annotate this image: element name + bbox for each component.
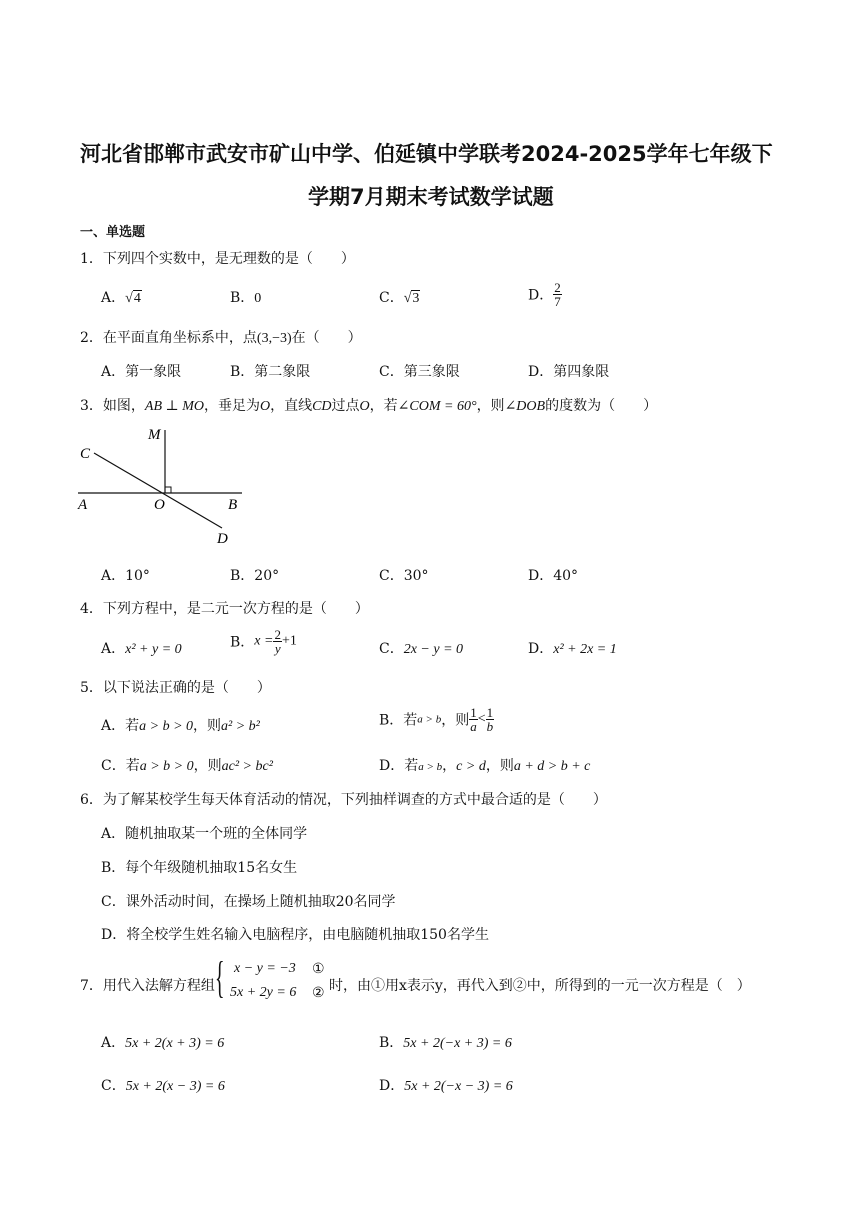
q6-option-d: D．将全校学生姓名输入电脑程序，由电脑随机抽取150名学生 xyxy=(101,927,489,943)
q1-option-a-label: A． xyxy=(101,290,126,306)
question-1-stem: 1．下列四个实数中，是无理数的是（ ） xyxy=(80,251,355,267)
q4-option-b xyxy=(230,628,297,655)
q3-angle-dob: ∠DOB xyxy=(504,399,546,414)
q3-option-c: C．30° xyxy=(379,568,429,584)
question-2-stem xyxy=(80,327,362,347)
question-3-stem xyxy=(80,395,657,415)
label-b: B xyxy=(228,497,238,513)
q3-stem-mid3: 过点 xyxy=(331,398,360,414)
q1-option-a xyxy=(101,287,142,307)
q7-option-c xyxy=(101,1075,225,1095)
q5-option-d-prefix: D．若 xyxy=(379,758,419,774)
q4-option-c xyxy=(379,638,463,658)
q5-fraction-b-numerator: 1 xyxy=(486,705,494,720)
q1-option-c-sqrt: √3 xyxy=(403,291,420,306)
q7-equation-1: x − y = −3 xyxy=(234,961,296,976)
q4-option-a-equation: x² + y = 0 xyxy=(125,642,182,657)
q5-option-a-then: ，则 xyxy=(193,718,222,734)
q5-option-a-condition: a > b > 0 xyxy=(139,719,194,734)
q1-option-b-label: B． xyxy=(230,290,255,306)
q2-stem-pre: 2．在平面直角坐标系中，点 xyxy=(80,330,257,346)
q7-option-a-label: A． xyxy=(101,1035,126,1051)
q7-system-brace: { xyxy=(215,953,225,1002)
q1-option-a-radicand: 4 xyxy=(133,291,141,306)
q3-option-a: A．10° xyxy=(101,568,150,584)
q1-option-c xyxy=(379,287,420,307)
q7-option-c-label: C． xyxy=(101,1078,126,1094)
label-o: O xyxy=(154,497,165,513)
q1-option-d-label: D． xyxy=(528,287,554,304)
q5-option-b-prefix: B．若 xyxy=(379,712,418,729)
q2-option-d: D．第四象限 xyxy=(528,364,610,380)
q1-option-c-label: C． xyxy=(379,290,404,306)
question-4-stem: 4．下列方程中，是二元一次方程的是（ ） xyxy=(80,601,369,617)
q3-stem-post: 的度数为（ ） xyxy=(545,398,658,414)
q2-option-a: A．第一象限 xyxy=(101,364,182,380)
q5-option-d xyxy=(379,755,590,775)
q1-option-b xyxy=(230,287,261,307)
q2-point: (3,−3) xyxy=(256,331,292,346)
q3-stem-mid2: ，直线 xyxy=(270,398,313,414)
q7-option-a xyxy=(101,1032,224,1052)
q5-option-c xyxy=(101,755,273,775)
q7-option-b-label: B． xyxy=(379,1035,404,1051)
q4-option-b-rhs: +1 xyxy=(281,633,297,649)
q5-option-d-then: ，则 xyxy=(485,758,514,774)
q7-option-b-equation: 5x + 2(−x + 3) = 6 xyxy=(403,1036,512,1051)
q7-option-d-equation: 5x + 2(−x − 3) = 6 xyxy=(404,1079,513,1094)
q3-stem-mid4: ，若 xyxy=(369,398,398,414)
q7-option-d xyxy=(379,1075,513,1095)
label-c: C xyxy=(80,446,91,462)
q4-option-c-equation: 2x − y = 0 xyxy=(403,642,464,657)
document-title-line2: 学期7月期末考试数学试题 xyxy=(308,185,554,209)
q7-equation-2: 5x + 2y = 6 xyxy=(230,985,297,1000)
question-5-stem: 5．以下说法正确的是（ ） xyxy=(80,680,271,696)
q5-option-a xyxy=(101,715,260,735)
q3-perpendicular: AB ⊥ MO xyxy=(144,399,204,414)
q5-fraction-b-denominator: b xyxy=(486,719,494,734)
document-title-line1: 河北省邯郸市武安市矿山中学、伯延镇中学联考2024-2025学年七年级下 xyxy=(80,142,773,166)
q5-option-a-prefix: A．若 xyxy=(101,718,140,734)
q3-angle-com: ∠COM = 60° xyxy=(397,399,477,414)
q5-option-d-separator: ， xyxy=(442,758,457,774)
q1-option-d-denominator: 7 xyxy=(554,294,561,309)
q7-marker-1: ① xyxy=(312,962,325,977)
q5-option-b-less-than: < xyxy=(477,711,486,727)
q4-option-b-lhs: x = xyxy=(254,633,274,649)
q7-option-b xyxy=(379,1032,512,1052)
q4-option-d xyxy=(528,638,617,658)
q4-option-d-equation: x² + 2x = 1 xyxy=(553,642,617,657)
q2-option-c: C．第三象限 xyxy=(379,364,460,380)
q3-point-o-2: O xyxy=(359,399,370,414)
question-7-stem-pre: 7．用代入法解方程组 xyxy=(80,978,215,994)
q1-option-d-numerator: 2 xyxy=(554,280,561,295)
q4-option-b-fraction xyxy=(273,628,282,655)
q5-option-b xyxy=(379,706,494,733)
q5-option-b-fraction-b xyxy=(486,706,495,733)
q1-option-a-sqrt: √4 xyxy=(125,291,141,306)
q7-marker-2: ② xyxy=(312,986,325,1001)
q7-option-c-equation: 5x + 2(x − 3) = 6 xyxy=(125,1079,225,1094)
q4-option-a xyxy=(101,638,182,658)
q4-option-c-label: C． xyxy=(379,641,404,657)
q4-option-b-label: B． xyxy=(230,634,255,651)
q2-option-b: B．第二象限 xyxy=(230,364,311,380)
question-7-stem-post: 时，由①用x表示y，再代入到②中，所得到的一元一次方程是（ ） xyxy=(329,978,751,994)
q5-option-c-then: ，则 xyxy=(193,758,222,774)
q5-fraction-a-denominator: a xyxy=(470,719,477,734)
q1-option-b-value: 0 xyxy=(254,291,262,306)
q7-option-d-label: D． xyxy=(379,1078,405,1094)
q6-option-b: B．每个年级随机抽取15名女生 xyxy=(101,860,298,876)
line-cd xyxy=(94,453,222,528)
label-d: D xyxy=(217,531,228,547)
q4-option-b-denominator: y xyxy=(274,641,281,656)
right-angle-mark xyxy=(165,487,171,493)
q3-line-cd: CD xyxy=(312,399,332,414)
q3-option-d: D．40° xyxy=(528,568,579,584)
q5-fraction-a-numerator: 1 xyxy=(470,705,477,720)
q5-option-a-result: a² > b² xyxy=(221,719,260,734)
q3-stem-mid1: ，垂足为 xyxy=(203,398,260,414)
q1-option-c-radicand: 3 xyxy=(412,291,420,306)
q5-option-d-condition1: a > b xyxy=(418,761,443,773)
q5-option-b-fraction-a xyxy=(469,706,478,733)
q3-option-b: B．20° xyxy=(230,568,280,584)
q4-option-a-label: A． xyxy=(101,641,126,657)
q6-option-a: A．随机抽取某一个班的全体同学 xyxy=(101,826,308,842)
q1-option-d-fraction xyxy=(553,281,562,308)
q5-option-b-condition: a > b xyxy=(417,713,442,726)
q3-geometry-figure xyxy=(72,420,252,550)
q5-option-b-then: ，则 xyxy=(441,712,470,729)
q5-option-c-condition: a > b > 0 xyxy=(139,759,194,774)
q3-stem-mid5: ，则 xyxy=(476,398,505,414)
q6-option-c: C．课外活动时间，在操场上随机抽取20名同学 xyxy=(101,894,396,910)
q4-option-d-label: D． xyxy=(528,641,554,657)
q5-option-c-result: ac² > bc² xyxy=(221,759,273,774)
q3-point-o-1: O xyxy=(259,399,271,414)
q4-option-b-numerator: 2 xyxy=(274,627,281,642)
label-m: M xyxy=(148,427,161,443)
q5-option-d-condition2: c > d xyxy=(456,759,486,774)
section-heading: 一、单选题 xyxy=(80,225,146,240)
q5-option-c-prefix: C．若 xyxy=(101,758,140,774)
label-a: A xyxy=(78,497,88,513)
q5-option-d-result: a + d > b + c xyxy=(513,759,591,774)
q7-option-a-equation: 5x + 2(x + 3) = 6 xyxy=(125,1036,225,1051)
q2-stem-post: 在（ ） xyxy=(291,330,362,346)
question-6-stem: 6．为了解某校学生每天体育活动的情况，下列抽样调查的方式中最合适的是（ ） xyxy=(80,792,607,808)
q3-stem-pre: 3．如图， xyxy=(80,398,145,414)
q1-option-d xyxy=(528,281,562,308)
